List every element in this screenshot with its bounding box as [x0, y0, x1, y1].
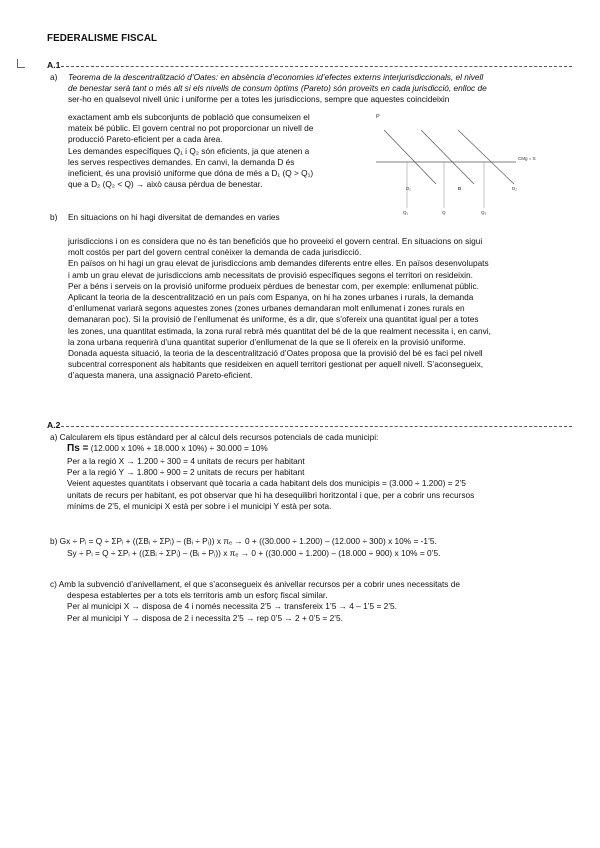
a1-a-line: exactament amb els subconjunts de població que consumeixen el: [68, 112, 310, 122]
a2-a-formula: [67, 443, 268, 454]
a1-a-paragraph: [68, 72, 487, 106]
a2-c-line: Per al municipi Y → disposa de 2 i necessita 2’5 → rep 0’5 → 2 + 0’5 = 2’5.: [67, 612, 343, 623]
section-a1-heading: [47, 60, 572, 72]
a1-a-line: mateix bé públic. El govern central no pot proporcionar un nivell de: [68, 123, 314, 134]
graph-q2-label: Q₂: [481, 210, 487, 215]
a1-b-line: jurisdiccions i on es considera que no és tan beneficiós que ho proveeixi el govern central. En situacions on sigui: [68, 236, 483, 246]
a1-a-marker: a): [50, 72, 58, 82]
graph-q-label: Q: [442, 210, 446, 215]
a2-a-line: Per a la regió Y → 1.800 ÷ 900 = 2 unitats de recurs per habitant: [67, 467, 305, 478]
a2-c-line: c) Amb la subvenció d’anivellament, el que s’aconsegueix és anivellar recursos per a cobrir unes necessitats de: [50, 579, 460, 589]
graph-d-label: D: [458, 186, 462, 191]
section-a1-label: A.1: [47, 60, 61, 70]
a1-a-line: que a D₂ (Q₂ < Q) → això causa pèrdua de benestar.: [68, 179, 263, 190]
a2-a-line: Per a la regió X → 1.200 ÷ 300 = 4 unitats de recurs per habitant: [67, 456, 305, 466]
a1-b-line: Donada aquesta situació, la teoria de la descentralització d’Oates proposa que la provisió del bé es faci pel nivell: [68, 348, 483, 359]
graph-d1-label: D₁: [406, 186, 411, 191]
a1-b-paragraph: [68, 236, 491, 382]
a1-b-line: Per a béns i serveis on la provisió uniforme produeix pèrdues de benestar com, per exemple: enllumenat públic.: [68, 280, 479, 291]
a2-a-line: unitats de recurs per habitant, es pot observar que hi ha desequilibri horitzontal i que, per a cobrir uns recursos: [67, 489, 475, 500]
a1-a-line: Les demandes específiques Q₁ i Q₂ són eficients, ja que atenen a: [68, 145, 310, 156]
a1-b-line: i amb un grau elevat de jurisdiccions amb necessitats de provisió específiques segons el territori on resideixin.: [68, 269, 473, 280]
a1-b-line: la zona urbana requerirà d’una quantitat superior d’enllumenat de la que se li ofereix en la provisió uniforme.: [68, 336, 466, 347]
pi-standard-symbol: Πs =: [67, 443, 89, 454]
a2-c-paragraph: [50, 579, 460, 624]
a1-b-line: En països on hi hagi un grau elevat de jurisdiccions amb demandes diferents entre elles. En països desenvolupats: [68, 258, 489, 269]
a1-b-line: demanaran poc). Si la provisió de l’enllumenat és uniforme, és a dir, que s’ofereix una quantitat igual per a totes: [68, 314, 479, 325]
a1-b-marker: b): [50, 212, 58, 222]
section-a2-label: A.2: [47, 420, 61, 430]
section-a1-rule: [61, 66, 572, 67]
a2-a-line: mínims de 2’5, el municipi X està per sobre i el municipi Y està per sota.: [67, 500, 332, 511]
a1-b-line: d’enllumenat variarà segons aquestes zones (zones urbanes demandaran molt enllumenat i zones rurals en: [68, 303, 465, 314]
a1-a-line: Teorema de la descentralització d’Oates: en absència d’economies id’efectes externs interjurisdiccionals, el nivell: [68, 72, 484, 82]
graph-cmg-label: CMg = S: [518, 156, 536, 161]
demand-graph: [366, 108, 566, 218]
a1-a-line: de benestar serà tant o més alt si els nivells de consum òptims (Pareto) són proveïts en cada jurisdicció, enlloc de: [68, 83, 487, 94]
a2-c-line: despesa establertes per a tots els territoris amb un esforç fiscal similar.: [67, 590, 328, 601]
a1-b-line: d’aquesta manera, una assignació Pareto-eficient.: [68, 370, 253, 381]
a2-a-line: Veient aquestes quantitats i observant què tocaria a cada habitant dels dos municipis = (3.000 ÷ 1.200) = 2’5: [67, 478, 466, 489]
a2-b-line-gx: b) Gx ÷ Pᵢ = Q ÷ ΣPᵢ + ((ΣBᵢ ÷ ΣPᵢ) – (Bᵢ ÷ Pᵢ)) x πₑ → 0 + ((30.000 ÷ 1.200) – (12.000 ÷ 300) x 10% = -1’5.: [50, 536, 437, 546]
a1-b-line: les zones, una quantitat estimada, la zona rural rebrà més quantitat del bé de la que realment necessita i, en canvi,: [68, 325, 491, 336]
graph-q1-label: Q₁: [403, 210, 409, 215]
a1-a-paragraph-cont: [68, 112, 313, 190]
a1-a-line: les serves respectives demandes. En canvi, la demanda D és: [68, 156, 295, 167]
a2-c-line: Per al municipi X → disposa de 4 i només necessita 2’5 → transfereix 1’5 → 4 – 1’5 = 2’5.: [67, 601, 397, 612]
page-title: FEDERALISME FISCAL: [47, 33, 158, 44]
section-a2-heading: [47, 420, 572, 432]
section-a2-rule: [61, 426, 572, 427]
a1-a-line: ineficient, és una provisió uniforme que dóna de més a D₁ (Q > Q₁): [68, 168, 314, 179]
graph-axis-p-label: P: [376, 114, 380, 120]
graph-d2-label: D₂: [512, 186, 517, 191]
a2-a-paragraph: [67, 456, 474, 512]
a2-a-formula-text: (12.000 x 10% + 18.000 x 10%) ÷ 30.000 = 10%: [90, 443, 268, 453]
a2-b-line-sy: Sy ÷ Pᵢ = Q ÷ ΣPᵢ + ((ΣBᵢ ÷ ΣPᵢ) – (Bᵢ ÷ Pᵢ)) x πₑ → 0 + ((30.000 ÷ 1.200) – (18.000 ÷ 900) x 10% = 0’5.: [67, 548, 441, 558]
a1-b-line: subcentral corresponent als habitants que resideixen en aquell territori gestionat per aquell nivell. S’aconsegueix,: [68, 359, 484, 370]
a2-a-intro: a) Calcularem els tipus estàndard per al càlcul dels recursos potencials de cada municipi:: [50, 432, 379, 442]
a1-b-line: molt costós per part del govern central conèixer la demanda de cada jurisdicció.: [68, 247, 362, 258]
a1-a-line: ser-ho en qualsevol nivell únic i uniforme per a totes les jurisdiccions, sempre que aquestes coincideixin: [68, 94, 450, 105]
demand-curve-d1: [384, 130, 436, 184]
a1-b-first-line: En situacions on hi hagi diversitat de demandes en varies: [68, 212, 280, 222]
a1-a-line: producció Pareto-eficient per a cada àrea.: [68, 134, 223, 145]
a1-b-line: Aplicant la teoria de la descentralització en un país com Espanya, on hi ha zones urbanes i rurals, la demanda: [68, 292, 474, 303]
corner-mark: [17, 59, 25, 68]
